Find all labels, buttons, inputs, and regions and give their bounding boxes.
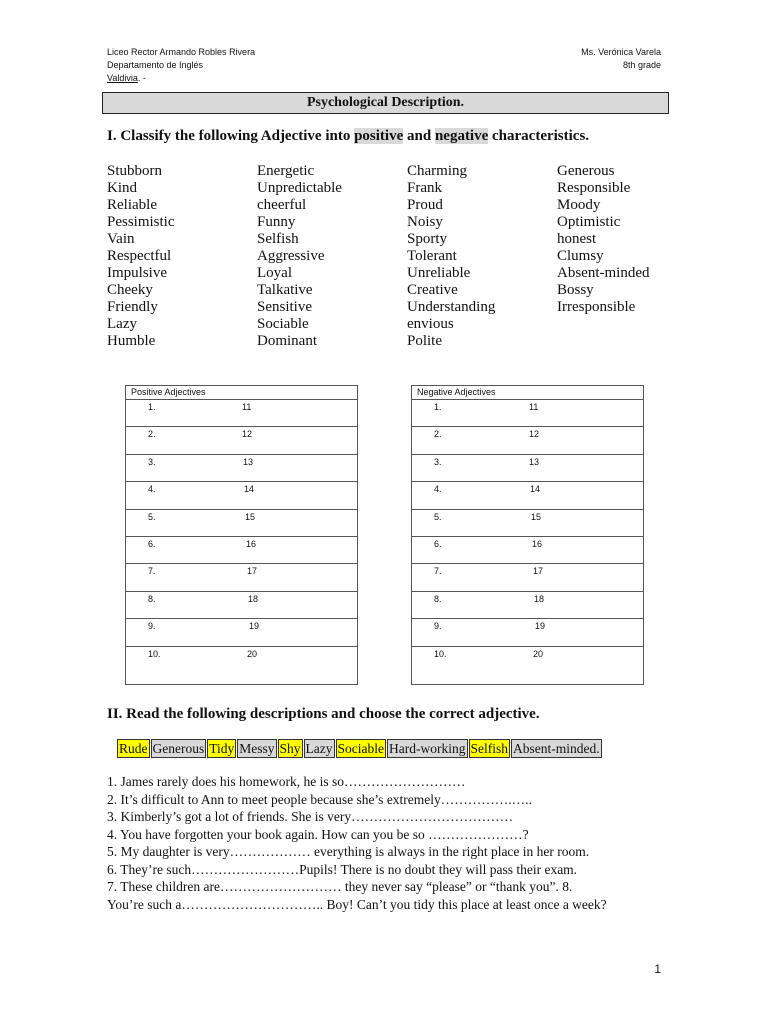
table-row: [412, 537, 643, 564]
adjective-item: Proud: [407, 197, 443, 213]
row-number-right: 20: [247, 648, 258, 659]
row-number-left: 10.: [148, 648, 161, 659]
table-row: [126, 427, 357, 454]
word-bank-chip: Messy: [239, 741, 275, 756]
row-number-left: 3.: [434, 456, 442, 467]
word-bank-chip: Shy: [279, 741, 301, 756]
table-row: [412, 592, 643, 619]
table-row: [126, 510, 357, 537]
table-row: [126, 619, 357, 646]
row-number-right: 14: [244, 484, 255, 495]
row-number-right: 15: [245, 511, 256, 522]
exercise-sentence: 2. It’s difficult to Ann to meet people because she’s extremely…………….…..: [107, 791, 532, 807]
row-number-right: 17: [247, 566, 258, 577]
adjective-item: Generous: [557, 163, 615, 179]
adjective-item: Reliable: [107, 197, 157, 213]
row-number-right: 18: [248, 593, 259, 604]
adjective-item: Noisy: [407, 214, 443, 230]
row-number-left: 1.: [148, 402, 156, 412]
row-number-right: 11: [242, 402, 252, 412]
table-row: [126, 482, 357, 509]
adjective-item: Tolerant: [407, 248, 457, 264]
negative-adjectives-table: [411, 385, 644, 685]
row-number-left: 5.: [148, 511, 156, 522]
section1-positive: positive: [354, 128, 404, 144]
row-number-right: 12: [242, 429, 253, 440]
adjective-item: honest: [557, 231, 597, 247]
word-bank: [117, 739, 602, 758]
exercise-sentence: 3. Kimberly’s got a lot of friends. She is very………………………………: [107, 809, 514, 824]
row-number-left: 6.: [434, 538, 442, 549]
row-number-right: 13: [529, 456, 540, 467]
word-bank-chip: Selfish: [470, 741, 509, 756]
row-number-left: 1.: [434, 402, 442, 412]
exercise-sentence: 6. They’re such……………………Pupils! There is no doubt they will pass their exam.: [107, 861, 578, 877]
adjective-item: Friendly: [107, 299, 158, 315]
exercise-sentence: You’re such a………………………….. Boy! Can’t you tidy this place at least once a week?: [107, 896, 607, 912]
table-row: [412, 510, 643, 537]
positive-adjectives-table: [125, 385, 358, 685]
table-row: [412, 564, 643, 591]
adjective-item: Lazy: [107, 316, 137, 332]
word-bank-chip: Absent-minded.: [513, 741, 600, 756]
row-number-left: 7.: [434, 566, 442, 577]
adjective-item: Energetic: [257, 163, 315, 179]
adjective-column: [407, 163, 495, 350]
city-suffix: . -: [137, 73, 146, 83]
adjective-item: Sensitive: [257, 299, 312, 315]
section1-suffix: characteristics.: [488, 128, 590, 144]
exercise-sentence: 1. James rarely does his homework, he is so………………………: [107, 774, 466, 789]
section1-and: and: [403, 128, 435, 144]
adjective-item: Impulsive: [107, 265, 167, 281]
row-number-left: 3.: [148, 456, 156, 467]
adjective-item: Optimistic: [557, 214, 621, 230]
sentence-list: [107, 773, 667, 913]
adjective-item: Unreliable: [407, 265, 471, 281]
city-line: [107, 72, 255, 85]
negative-table-title: Negative Adjectives: [412, 386, 643, 400]
row-number-left: 9.: [434, 621, 442, 632]
positive-table-title: Positive Adjectives: [126, 386, 357, 400]
adjective-item: Creative: [407, 282, 458, 298]
row-number-right: 15: [531, 511, 542, 522]
page-number: 1: [654, 962, 661, 976]
exercise-sentence: 5. My daughter is very……………… everything is always in the right place in her room.: [107, 844, 590, 859]
adjective-item: Charming: [407, 163, 467, 179]
row-number-left: 9.: [148, 621, 156, 632]
adjective-item: Absent-minded: [557, 265, 650, 281]
row-number-left: 4.: [434, 484, 442, 495]
adjective-item: Loyal: [257, 265, 292, 281]
table-row: [126, 455, 357, 482]
teacher-name: Ms. Verónica Varela: [581, 47, 661, 57]
adjective-item: Stubborn: [107, 163, 163, 179]
row-number-right: 14: [530, 484, 541, 495]
word-bank-chip: Generous: [152, 741, 205, 756]
exercise-sentence: 7. These children are……………………… they never say “please” or “thank you”. 8.: [107, 879, 573, 894]
header-left: [107, 46, 255, 85]
adjective-item: Selfish: [257, 231, 299, 247]
row-number-right: 18: [534, 593, 545, 604]
table-row: [412, 427, 643, 454]
row-number-right: 17: [533, 566, 544, 577]
row-number-right: 19: [249, 621, 260, 632]
row-number-right: 13: [243, 456, 254, 467]
adjective-item: Talkative: [257, 282, 313, 298]
word-bank-chip: Hard-working: [389, 741, 466, 756]
adjective-column: [257, 163, 342, 350]
row-number-left: 4.: [148, 484, 156, 495]
row-number-left: 2.: [148, 429, 156, 440]
section1-prefix: I. Classify the following Adjective into: [107, 128, 355, 144]
table-row: [126, 537, 357, 564]
adjective-item: Cheeky: [107, 282, 153, 298]
row-number-left: 8.: [148, 593, 156, 604]
adjective-item: Vain: [107, 231, 135, 247]
city-name: Valdivia: [107, 73, 138, 83]
adjective-item: Clumsy: [557, 248, 604, 264]
row-number-left: 6.: [148, 538, 156, 549]
header-right: [581, 46, 661, 72]
word-bank-chip: Sociable: [337, 741, 385, 756]
negative-table-rows: [412, 400, 643, 674]
row-number-left: 2.: [434, 429, 442, 440]
exercise-sentence: 4. You have forgotten your book again. How can you be so …………………?: [107, 826, 529, 842]
row-number-left: 8.: [434, 593, 442, 604]
adjective-item: Irresponsible: [557, 299, 636, 315]
adjective-item: Funny: [257, 214, 296, 230]
table-row: [412, 647, 643, 674]
table-row: [412, 482, 643, 509]
word-bank-chip: Tidy: [209, 741, 235, 756]
section2-heading: II. Read the following descriptions and choose the correct adjective.: [107, 706, 540, 722]
adjective-item: cheerful: [257, 197, 307, 213]
school-name: Liceo Rector Armando Robles Rivera: [107, 47, 256, 57]
adjective-item: Sporty: [407, 231, 448, 247]
row-number-right: 11: [529, 402, 539, 412]
row-number-left: 10.: [434, 648, 447, 659]
row-number-right: 20: [533, 648, 544, 659]
section1-negative: negative: [434, 128, 489, 144]
adjective-item: Humble: [107, 333, 156, 349]
table-row: [126, 647, 357, 674]
department-name: Departamento de Inglés: [107, 60, 204, 70]
adjective-column: [107, 163, 175, 350]
adjective-item: envious: [407, 316, 454, 332]
table-row: [126, 564, 357, 591]
adjective-item: Moody: [557, 197, 601, 213]
table-row: [126, 592, 357, 619]
table-row: [126, 400, 357, 427]
row-number-right: 16: [532, 538, 543, 549]
adjective-item: Bossy: [557, 282, 594, 298]
adjective-item: Dominant: [257, 333, 317, 349]
adjective-item: Responsible: [557, 180, 631, 196]
adjective-item: Polite: [407, 333, 443, 349]
table-row: [412, 400, 643, 427]
adjective-column: [557, 163, 649, 316]
row-number-right: 16: [246, 538, 257, 549]
page-title: Psychological Description.: [102, 92, 669, 114]
adjective-item: Pessimistic: [107, 214, 175, 230]
row-number-left: 5.: [434, 511, 442, 522]
word-bank-chip: Rude: [119, 741, 148, 756]
adjective-item: Respectful: [107, 248, 172, 264]
row-number-left: 7.: [148, 566, 156, 577]
table-row: [412, 455, 643, 482]
adjective-item: Kind: [107, 180, 137, 196]
row-number-right: 19: [535, 621, 546, 632]
word-bank-chip: Lazy: [305, 741, 333, 756]
adjective-item: Aggressive: [257, 248, 325, 264]
adjective-item: Frank: [407, 180, 442, 196]
adjective-item: Unpredictable: [257, 180, 342, 196]
row-number-right: 12: [529, 429, 540, 440]
section1-heading: [107, 128, 589, 145]
adjective-item: Sociable: [257, 316, 309, 332]
positive-table-rows: [126, 400, 357, 674]
grade-label: 8th grade: [622, 60, 661, 70]
table-row: [412, 619, 643, 646]
adjective-item: Understanding: [407, 299, 496, 315]
